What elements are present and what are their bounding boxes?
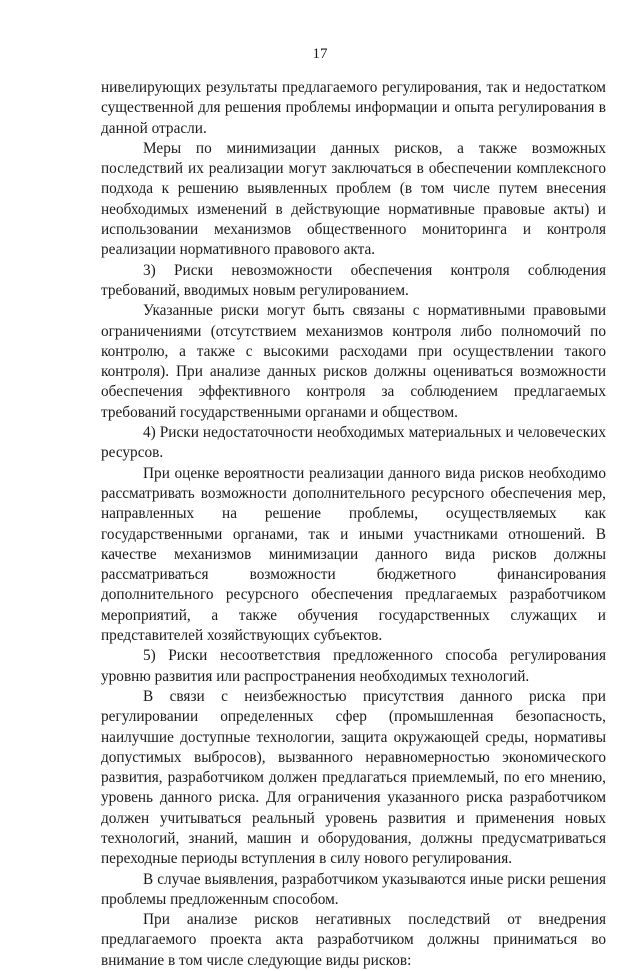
paragraph: В случае выявления, разработчиком указываются иные риски решения проблемы предложенным способом.: [101, 870, 606, 908]
paragraph-list-item-5: 5) Риски несоответствия предложенного способа регулирования уровню развития или распространения необходимых технологий.: [101, 647, 606, 685]
paragraph: Указанные риски могут быть связаны с нормативными правовыми ограничениями (отсутствием механизмов контроля либо полномочий по контролю, а также с высокими расходами при осуществлении такого контроля). При анализе данных рисков должны оцениваться возможности обеспечения эффективного контроля за соблюдением предлагаемых требований государственными органами и обществом.: [101, 302, 606, 421]
paragraph: Меры по минимизации данных рисков, а также возможных последствий их реализации могут заключаться в обеспечении комплексного подхода к решению выявленных проблем (в том числе путем внесения необходимых изменений в действующие нормативные правовые акты) и использовании механизмов общественного мониторинга и контроля реализации нормативного правового акта.: [101, 139, 606, 259]
paragraph: При оценке вероятности реализации данного вида рисков необходимо рассматривать возможности дополнительного ресурсного обеспечения мер, направленных на решение проблемы, осуществляемых как государственными органами, так и иными участниками отношений. В качестве механизмов минимизации данного вида рисков должны рассматриваться возможности бюджетного финансирования дополнительного ресурсного обеспечения предлагаемых разработчиком мероприятий, а также обучения государственных служащих и представителей хозяйствующих субъектов.: [101, 464, 606, 645]
paragraph-continuation: нивелирующих результаты предлагаемого регулирования, так и недостатком существенной для решения проблемы информации и опыта регулирования в данной отрасли.: [101, 79, 606, 137]
paragraph-list-item-3: 3) Риски невозможности обеспечения контроля соблюдения требований, вводимых новым регулированием.: [101, 261, 606, 299]
page-number: 17: [312, 46, 328, 62]
paragraph-list-item-4: 4) Риски недостаточности необходимых материальных и человеческих ресурсов.: [101, 424, 606, 462]
paragraph: В связи с неизбежностью присутствия данного риска при регулировании определенных сфер (промышленная безопасность, наилучшие доступные технологии, защита окружающей среды, нормативы допустимых выбросов), вызванного неравномерностью экономического развития, разработчиком должен предлагаться приемлемый, по его мнению, уровень данного риска. Для ограничения указанного риска разработчиком должен учитываться реальный уровень развития и применения новых технологий, знаний, машин и оборудования, должны предусматриваться переходные периоды вступления в силу нового регулирования.: [101, 687, 606, 868]
paragraph: При анализе рисков негативных последствий от внедрения предлагаемого проекта акта разработчиком должны приниматься во внимание в том числе следующие виды рисков:: [101, 911, 606, 969]
document-body: [101, 78, 606, 971]
